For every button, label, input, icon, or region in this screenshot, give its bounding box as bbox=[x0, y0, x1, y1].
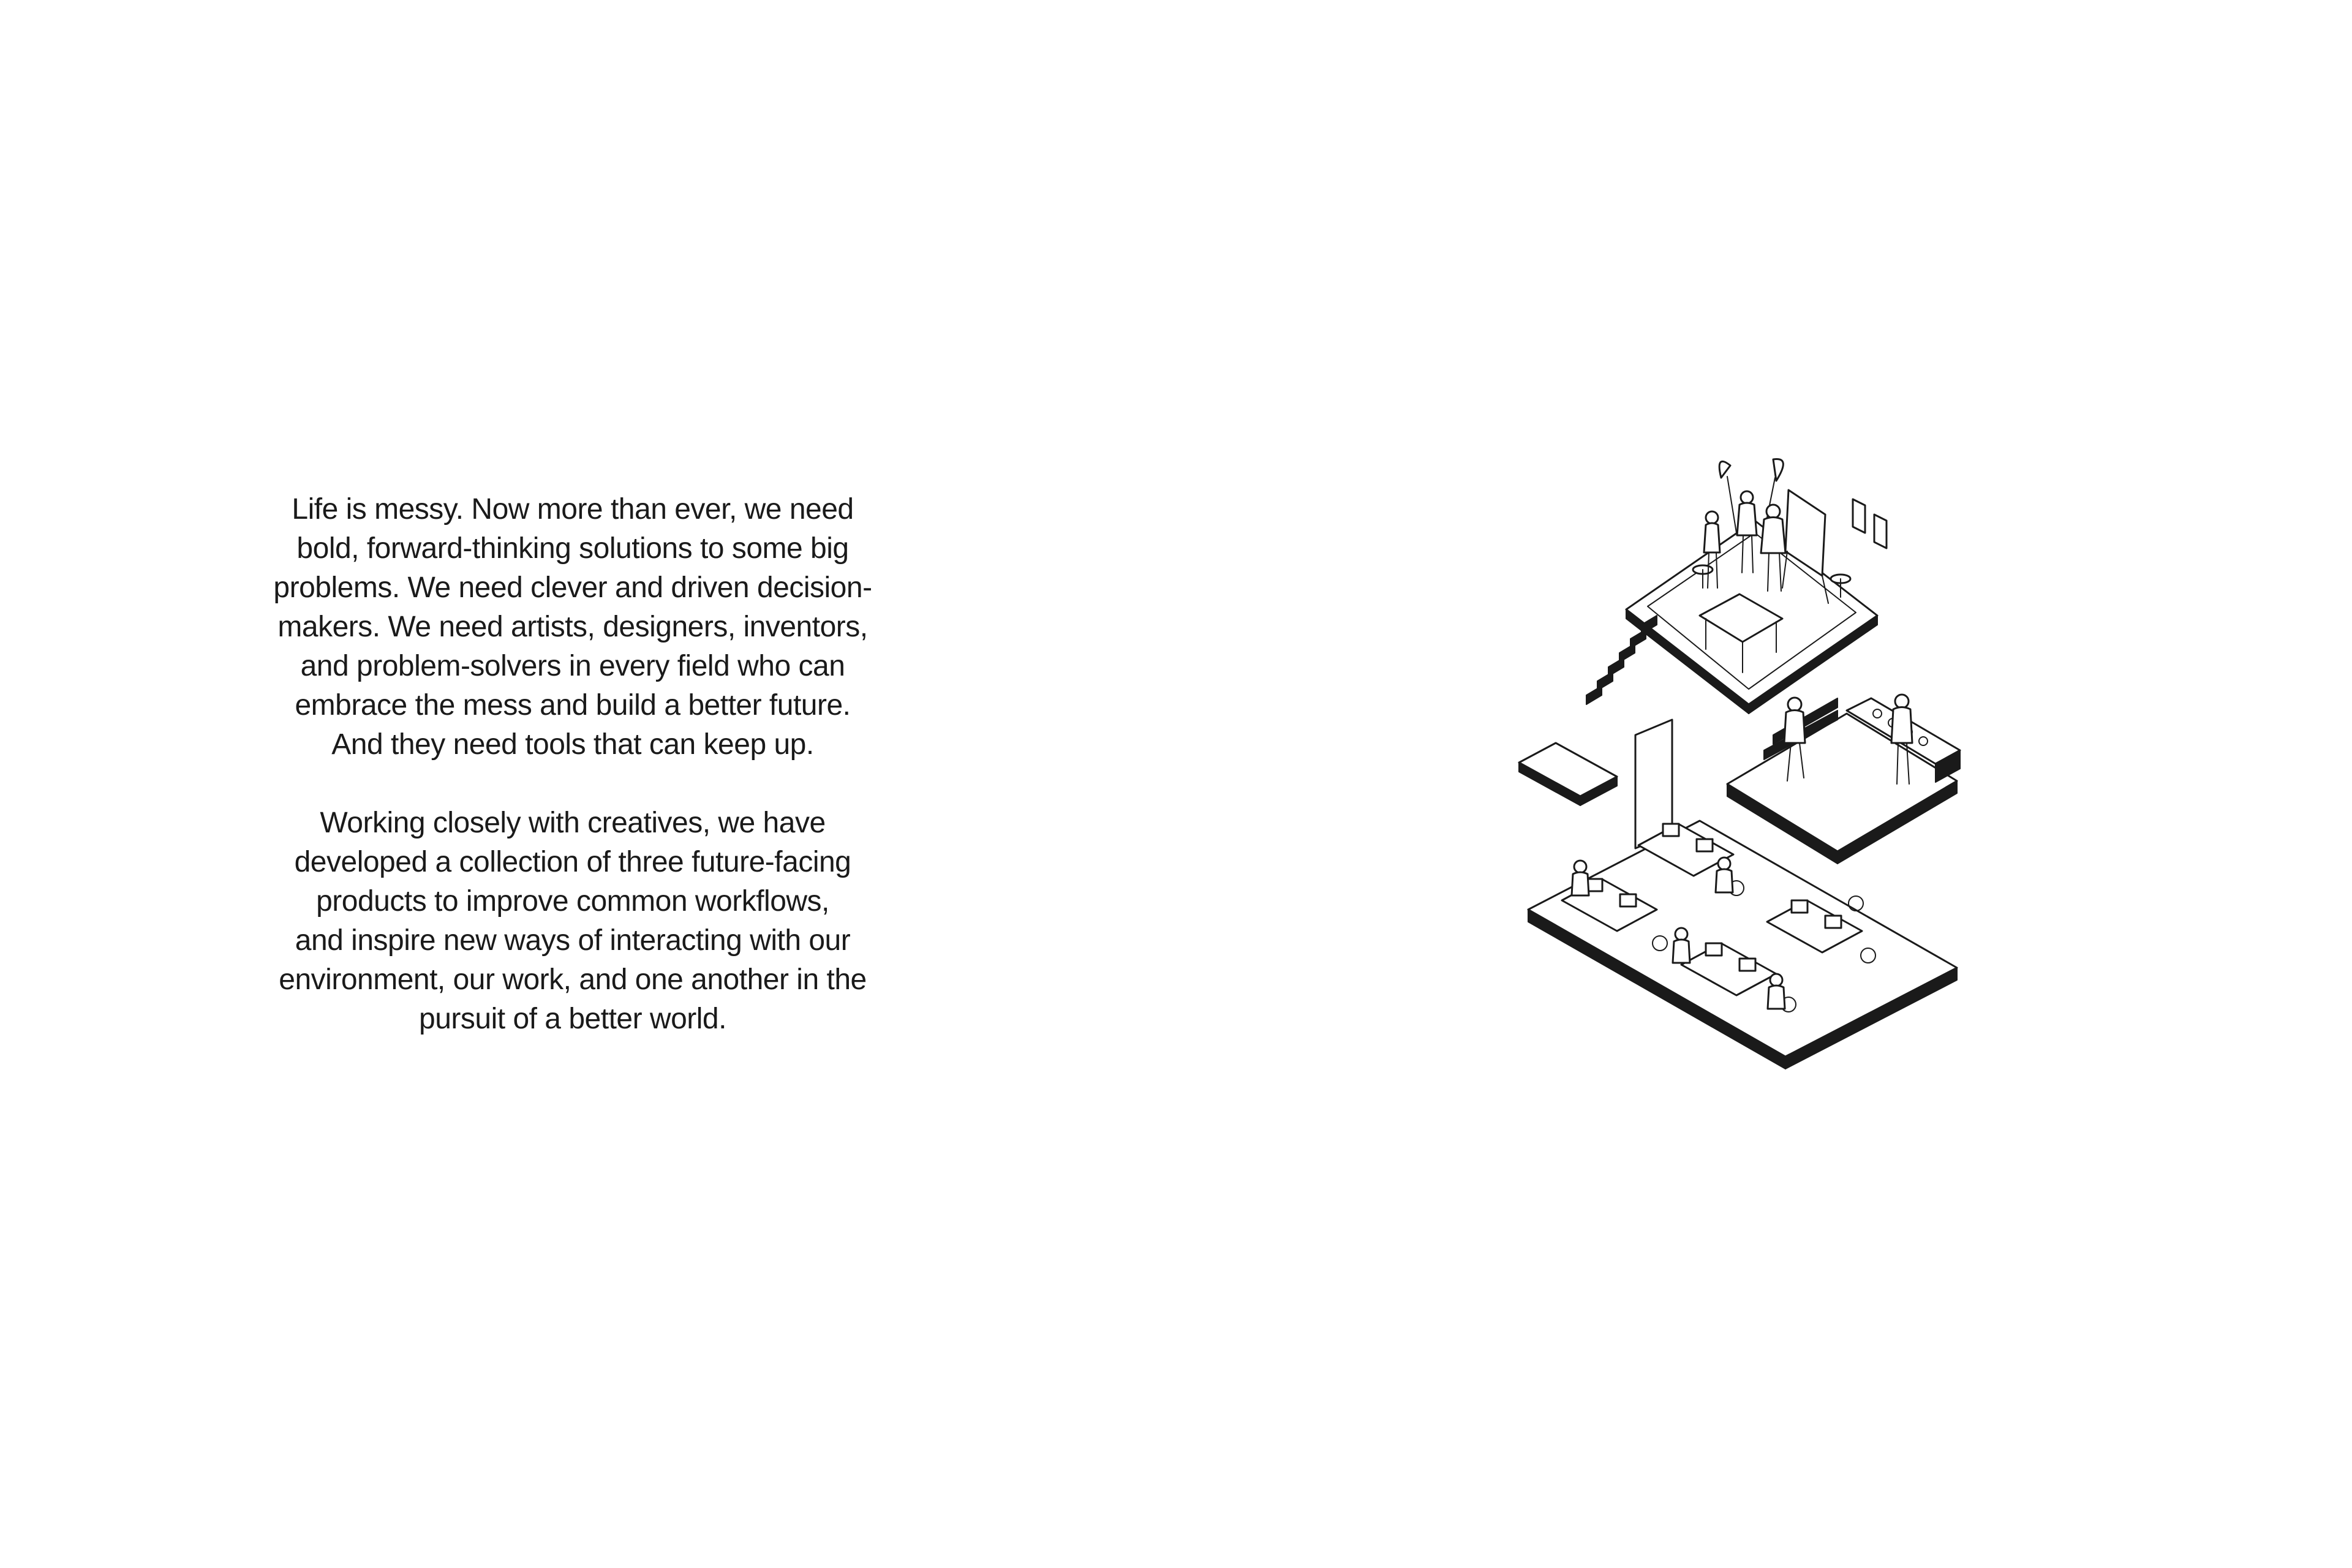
right-platform bbox=[1727, 695, 1960, 864]
intro-paragraph-2: Working closely with creatives, we have developed a collection of three future-facing products to improve common workflows, and inspire new ways of interacting with our environment, our work, and one another in the pursuit of a better world. bbox=[279, 807, 867, 1035]
isometric-office-illustration bbox=[1494, 441, 2082, 1090]
intro-text-block bbox=[242, 490, 903, 1078]
top-platform bbox=[1626, 459, 1887, 714]
intro-paragraph-1: Life is messy. Now more than ever, we need bold, forward-thinking solutions to some big problems. We need clever and driven decision- makers. We need artists, designers, inventors, and problem-solvers in every field who can embrace the mess and build a better future. And they need tools that can keep up. bbox=[273, 493, 872, 761]
